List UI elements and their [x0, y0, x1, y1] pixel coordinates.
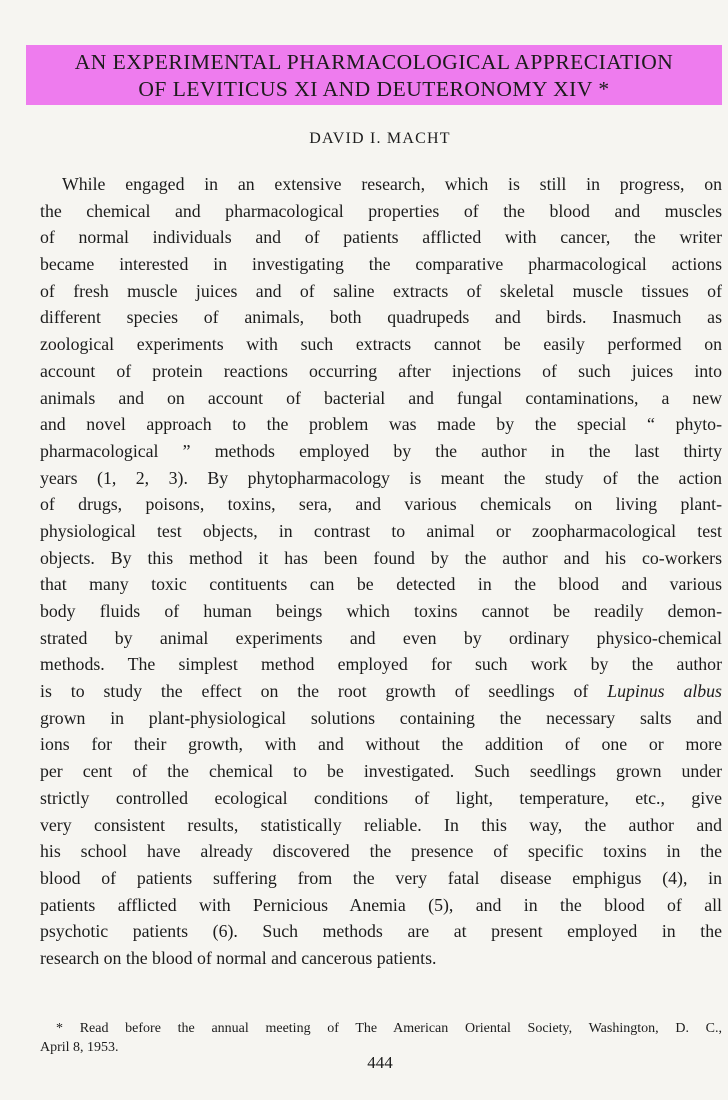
article-title-line-1: AN EXPERIMENTAL PHARMACOLOGICAL APPRECIATION [74, 50, 674, 74]
body-line: of fresh muscle juices and of saline extracts of skeletal muscle tissues of [40, 280, 722, 301]
body-line: animals and on account of bacterial and fungal contaminations, a new [40, 387, 722, 408]
body-line: research on the blood of normal and cancerous patients. [40, 947, 437, 968]
body-line: strictly controlled ecological conditions of light, temperature, etc., give [40, 787, 722, 808]
footnote-line-2: April 8, 1953. [40, 1040, 119, 1055]
body-line: While engaged in an extensive research, which is still in progress, on [62, 174, 722, 194]
body-line: became interested in investigating the comparative pharmacological actions [40, 254, 722, 275]
body-line: very consistent results, statistically reliable. In this way, the author and [40, 814, 722, 835]
body-paragraph [40, 171, 722, 972]
body-line: pharmacological ” methods employed by the author in the last thirty [40, 440, 722, 461]
footnote [40, 1019, 722, 1057]
body-line: years (1, 2, 3). By phytopharmacology is meant the study of the action [40, 467, 722, 488]
body-line: psychotic patients (6). Such methods are at present employed in the [40, 921, 722, 942]
body-line: his school have already discovered the presence of specific toxins in the [40, 841, 722, 862]
body-line: grown in plant-physiological solutions containing the necessary salts and [40, 707, 722, 728]
body-line: of normal individuals and of patients afflicted with cancer, the writer [40, 227, 722, 248]
body-line: the chemical and pharmacological properties of the blood and muscles [40, 200, 722, 221]
body-line: per cent of the chemical to be investigated. Such seedlings grown under [40, 761, 722, 782]
body-line: blood of patients suffering from the very fatal disease emphigus (4), in [40, 867, 722, 888]
body-line-text: is to study the effect on the root growth of seedlings of [40, 681, 589, 702]
author-name: DAVID I. MACHT [309, 130, 451, 147]
body-line-with-species [40, 678, 722, 705]
footnote-line-1: * Read before the annual meeting of The American Oriental Society, Washington, D. C., [56, 1021, 722, 1036]
body-line: of drugs, poisons, toxins, sera, and various chemicals on living plant- [40, 494, 722, 515]
body-line: different species of animals, both quadrupeds and birds. Inasmuch as [40, 307, 722, 328]
species-name: Lupinus albus [607, 681, 722, 702]
body-line: that many toxic contituents can be detected in the blood and various [40, 574, 722, 595]
body-line: methods. The simplest method employed for such work by the author [40, 654, 722, 675]
body-line: physiological test objects, in contrast to animal or zoopharmacological test [40, 520, 722, 541]
page-number: 444 [367, 1053, 393, 1072]
article-title-banner [26, 45, 722, 105]
body-line: ions for their growth, with and without the addition of one or more [40, 734, 722, 755]
body-line: strated by animal experiments and even by ordinary physico-chemical [40, 627, 722, 648]
article-title-line-2: OF LEVITICUS XI AND DEUTERONOMY XIV * [138, 77, 610, 101]
body-line: objects. By this method it has been found by the author and his co-workers [40, 547, 722, 568]
body-line: account of protein reactions occurring after injections of such juices into [40, 360, 722, 381]
body-line: and novel approach to the problem was made by the special “ phyto- [40, 414, 722, 435]
body-line: zoological experiments with such extracts cannot be easily performed on [40, 334, 722, 355]
body-line: patients afflicted with Pernicious Anemia (5), and in the blood of all [40, 894, 722, 915]
body-line: body fluids of human beings which toxins cannot be readily demon- [40, 601, 722, 621]
